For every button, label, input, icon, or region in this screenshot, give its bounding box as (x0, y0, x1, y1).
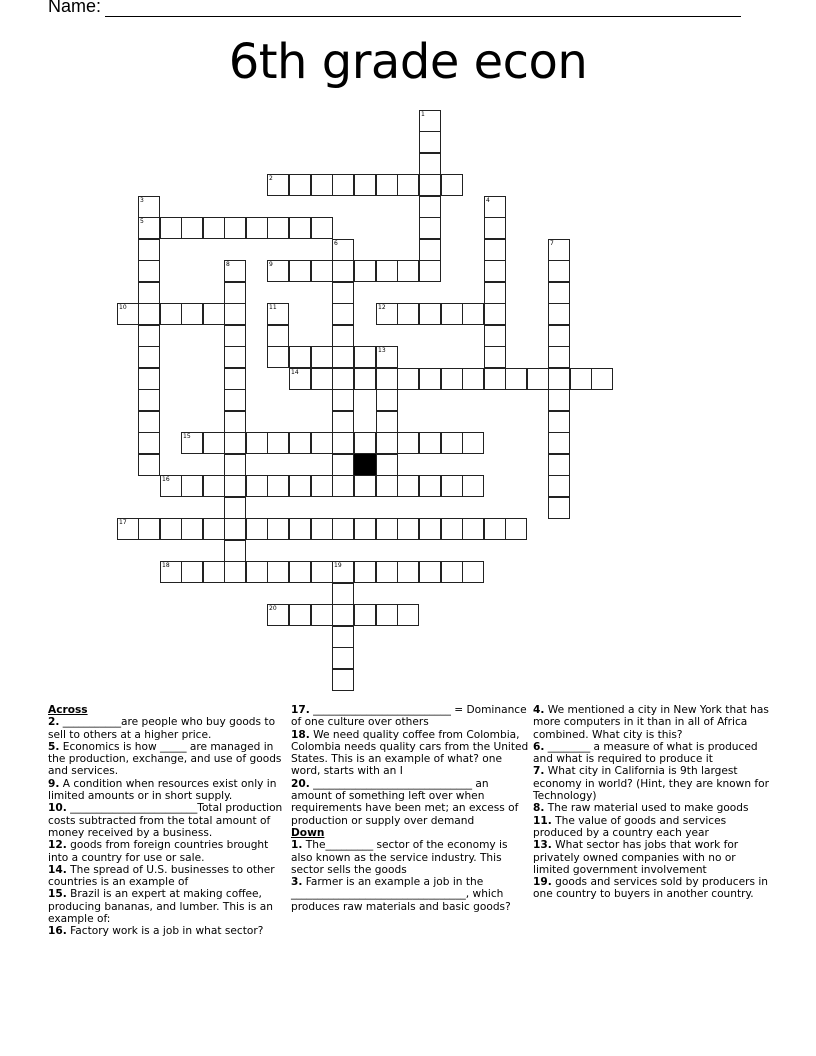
section-heading: Down (291, 826, 325, 839)
clue-item (48, 741, 284, 778)
grid-cell[interactable] (376, 389, 398, 411)
clue-text: What sector has jobs that work for privately owned companies with no or limited government involvement (533, 839, 739, 876)
clue-text: What city in California is 9th largest economy in world? (Hint, they are known for Technology) (533, 765, 769, 803)
grid-cell[interactable] (289, 432, 311, 454)
clue-item (533, 802, 771, 814)
grid-cell[interactable] (548, 475, 570, 497)
grid-cell[interactable] (462, 303, 484, 325)
clue-text: goods from foreign countries brought into a country for use or sale. (48, 839, 269, 864)
clue-item (48, 778, 284, 803)
grid-cell[interactable] (160, 518, 182, 540)
grid-cell[interactable] (311, 432, 333, 454)
clue-text: The value of goods and services produced by a country each year (533, 814, 727, 839)
grid-cell[interactable] (203, 475, 225, 497)
grid-cell[interactable] (548, 411, 570, 433)
grid-cell[interactable] (397, 475, 419, 497)
name-blank[interactable] (105, 0, 741, 17)
grid-cell[interactable] (376, 604, 398, 626)
clue-number: 12. (48, 839, 67, 852)
grid-cell[interactable] (332, 239, 354, 261)
grid-cell[interactable] (267, 260, 289, 282)
grid-cell[interactable] (267, 475, 289, 497)
grid-cell[interactable] (354, 368, 376, 390)
grid-cell[interactable] (462, 432, 484, 454)
grid-cell[interactable] (138, 325, 160, 347)
grid-cell[interactable] (181, 518, 203, 540)
grid-cell[interactable] (397, 604, 419, 626)
grid-cell[interactable] (397, 368, 419, 390)
grid-cell[interactable] (160, 561, 182, 583)
grid-cell[interactable] (224, 411, 246, 433)
grid-cell[interactable] (311, 174, 333, 196)
clue-number: 10 (119, 304, 127, 311)
grid-cell[interactable] (289, 604, 311, 626)
grid-cell[interactable] (160, 475, 182, 497)
grid-cell[interactable] (332, 174, 354, 196)
clue-number: 14 (291, 369, 299, 376)
clue-item (291, 778, 529, 827)
grid-cell[interactable] (419, 432, 441, 454)
grid-cell[interactable] (117, 303, 139, 325)
grid-cell[interactable] (462, 518, 484, 540)
clue-number: 6 (334, 240, 338, 247)
clue-number: 13 (378, 347, 386, 354)
grid-cell[interactable] (441, 475, 463, 497)
clue-text: Brazil is an expert at making coffee, producing bananas, and lumber. This is an example of: (48, 888, 273, 926)
clue-number: 4. (533, 704, 545, 716)
grid-cell[interactable] (289, 475, 311, 497)
grid-cell[interactable] (267, 325, 289, 347)
clue-number: 6. (533, 740, 545, 753)
clue-text: We need quality coffee from Colombia, Colombia needs quality cars from the United States. This is an example of what? one word, starts with an I (291, 728, 529, 778)
grid-cell[interactable] (332, 325, 354, 347)
grid-cell[interactable] (311, 260, 333, 282)
clues-column-3 (533, 704, 771, 901)
grid-cell[interactable] (462, 475, 484, 497)
grid-cell[interactable] (224, 217, 246, 239)
grid-cell[interactable] (332, 475, 354, 497)
clue-item (291, 729, 529, 778)
clue-number: 15 (183, 433, 191, 440)
grid-cell[interactable] (267, 432, 289, 454)
grid-cell[interactable] (181, 561, 203, 583)
grid-cell[interactable] (484, 346, 506, 368)
grid-cell[interactable] (484, 196, 506, 218)
grid-cell[interactable] (289, 368, 311, 390)
clue-item (533, 876, 771, 901)
grid-cell[interactable] (311, 217, 333, 239)
grid-cell[interactable] (138, 454, 160, 476)
grid-cell[interactable] (332, 561, 354, 583)
clue-number: 15. (48, 888, 67, 901)
clue-item (533, 839, 771, 876)
clue-number: 7 (550, 240, 554, 247)
grid-cell[interactable] (548, 325, 570, 347)
grid-cell[interactable] (397, 561, 419, 583)
grid-cell[interactable] (203, 303, 225, 325)
grid-cell[interactable] (311, 561, 333, 583)
grid-block (354, 454, 376, 476)
grid-cell[interactable] (289, 518, 311, 540)
grid-cell[interactable] (160, 303, 182, 325)
clue-number: 16 (162, 476, 170, 483)
clue-number: 13. (533, 839, 552, 852)
grid-cell[interactable] (246, 475, 268, 497)
grid-cell[interactable] (419, 239, 441, 261)
clue-item (291, 704, 529, 729)
grid-cell[interactable] (548, 389, 570, 411)
grid-cell[interactable] (376, 260, 398, 282)
clue-number: 12 (378, 304, 386, 311)
grid-cell[interactable] (505, 518, 527, 540)
page-title: 6th grade econ (228, 34, 588, 90)
grid-cell[interactable] (397, 260, 419, 282)
grid-cell[interactable] (354, 174, 376, 196)
clue-item (533, 741, 771, 766)
clue-number: 5 (140, 218, 144, 225)
grid-cell[interactable] (332, 368, 354, 390)
grid-cell[interactable] (354, 346, 376, 368)
grid-cell[interactable] (548, 432, 570, 454)
grid-cell[interactable] (224, 454, 246, 476)
grid-cell[interactable] (267, 346, 289, 368)
grid-cell[interactable] (354, 432, 376, 454)
grid-cell[interactable] (224, 260, 246, 282)
grid-cell[interactable] (376, 454, 398, 476)
clue-number: 2 (269, 175, 273, 182)
clue-number: 8. (533, 802, 545, 815)
grid-cell[interactable] (224, 303, 246, 325)
clue-item (533, 815, 771, 840)
grid-cell[interactable] (354, 475, 376, 497)
grid-cell[interactable] (376, 432, 398, 454)
grid-cell[interactable] (224, 389, 246, 411)
grid-cell[interactable] (548, 346, 570, 368)
grid-cell[interactable] (376, 303, 398, 325)
grid-cell[interactable] (397, 518, 419, 540)
clue-number: 18 (162, 562, 170, 569)
grid-cell[interactable] (332, 432, 354, 454)
grid-cell[interactable] (376, 368, 398, 390)
grid-cell[interactable] (441, 518, 463, 540)
grid-cell[interactable] (332, 669, 354, 691)
grid-cell[interactable] (267, 604, 289, 626)
grid-cell[interactable] (505, 368, 527, 390)
clue-text: Economics is how _____ are managed in the production, exchange, and use of goods and services. (48, 740, 282, 778)
grid-cell[interactable] (224, 325, 246, 347)
section-heading: Across (48, 704, 88, 716)
grid-cell[interactable] (419, 518, 441, 540)
grid-cell[interactable] (548, 282, 570, 304)
grid-cell[interactable] (441, 174, 463, 196)
grid-cell[interactable] (462, 368, 484, 390)
grid-cell[interactable] (419, 110, 441, 132)
name-line (48, 0, 741, 17)
grid-cell[interactable] (332, 454, 354, 476)
grid-cell[interactable] (181, 217, 203, 239)
grid-cell[interactable] (419, 196, 441, 218)
grid-cell[interactable] (267, 174, 289, 196)
grid-cell[interactable] (311, 368, 333, 390)
grid-cell[interactable] (203, 561, 225, 583)
grid-cell[interactable] (246, 217, 268, 239)
grid-cell[interactable] (138, 217, 160, 239)
grid-cell[interactable] (419, 561, 441, 583)
clue-item (291, 876, 529, 913)
grid-cell[interactable] (332, 518, 354, 540)
grid-cell[interactable] (289, 217, 311, 239)
grid-cell[interactable] (441, 303, 463, 325)
clue-text: ________ a measure of what is produced and what is required to produce it (533, 740, 758, 766)
grid-cell[interactable] (527, 368, 549, 390)
grid-cell[interactable] (224, 432, 246, 454)
grid-cell[interactable] (224, 497, 246, 519)
clue-text: __________________________ = Dominance of one culture over others (291, 704, 527, 729)
clue-text: ________________________Total production costs subtracted from the total amount of money received by a business. (48, 802, 283, 839)
grid-cell[interactable] (332, 389, 354, 411)
grid-cell[interactable] (397, 432, 419, 454)
grid-cell[interactable] (441, 432, 463, 454)
grid-cell[interactable] (160, 217, 182, 239)
grid-cell[interactable] (332, 626, 354, 648)
clue-number: 14. (48, 863, 67, 876)
grid-cell[interactable] (138, 411, 160, 433)
grid-cell[interactable] (484, 239, 506, 261)
clue-item (48, 925, 284, 937)
grid-cell[interactable] (376, 518, 398, 540)
clue-number: 11 (269, 304, 277, 311)
clue-number: 20 (269, 605, 277, 612)
clue-text: We mentioned a city in New York that has more computers in it than in all of Africa combined. What city is this? (533, 704, 769, 741)
grid-cell[interactable] (376, 561, 398, 583)
grid-cell[interactable] (224, 282, 246, 304)
grid-cell[interactable] (138, 389, 160, 411)
clue-item (48, 802, 284, 839)
clue-number: 18. (291, 728, 310, 741)
clue-number: 1. (291, 839, 303, 852)
grid-cell[interactable] (397, 174, 419, 196)
grid-cell[interactable] (311, 518, 333, 540)
grid-cell[interactable] (441, 561, 463, 583)
grid-cell[interactable] (224, 561, 246, 583)
grid-cell[interactable] (224, 368, 246, 390)
grid-cell[interactable] (267, 518, 289, 540)
grid-cell[interactable] (311, 604, 333, 626)
grid-cell[interactable] (246, 518, 268, 540)
clues-column-1 (48, 704, 284, 938)
clue-text: The_________ sector of the economy is also known as the service industry. This sector sells the goods (291, 839, 508, 876)
grid-cell[interactable] (332, 604, 354, 626)
grid-cell[interactable] (548, 368, 570, 390)
grid-cell[interactable] (138, 346, 160, 368)
grid-cell[interactable] (267, 303, 289, 325)
grid-cell[interactable] (332, 260, 354, 282)
grid-cell[interactable] (419, 174, 441, 196)
grid-cell[interactable] (289, 346, 311, 368)
clue-text: Farmer is an example a job in the _________________________________, which produces raw materials and basic goods? (291, 876, 511, 913)
clue-item (533, 765, 771, 802)
clue-number: 19. (533, 876, 552, 889)
clue-item (291, 839, 529, 876)
grid-cell[interactable] (376, 475, 398, 497)
clue-number: 1 (421, 111, 425, 118)
grid-cell[interactable] (138, 196, 160, 218)
clue-number: 9. (48, 777, 60, 790)
grid-cell[interactable] (138, 303, 160, 325)
grid-cell[interactable] (484, 260, 506, 282)
grid-cell[interactable] (181, 432, 203, 454)
grid-cell[interactable] (376, 174, 398, 196)
grid-cell[interactable] (354, 260, 376, 282)
grid-cell[interactable] (332, 411, 354, 433)
name-label: Name: (48, 0, 102, 16)
grid-cell[interactable] (484, 282, 506, 304)
clue-text: Factory work is a job in what sector? (66, 925, 264, 938)
grid-cell[interactable] (311, 475, 333, 497)
clue-number: 2. (48, 716, 60, 729)
grid-cell[interactable] (289, 174, 311, 196)
grid-cell[interactable] (419, 217, 441, 239)
grid-cell[interactable] (548, 497, 570, 519)
clue-number: 10. (48, 802, 67, 815)
grid-cell[interactable] (332, 282, 354, 304)
grid-cell[interactable] (354, 518, 376, 540)
clue-item (48, 864, 284, 889)
grid-cell[interactable] (138, 518, 160, 540)
grid-cell[interactable] (311, 346, 333, 368)
grid-cell[interactable] (419, 260, 441, 282)
grid-cell[interactable] (138, 432, 160, 454)
grid-cell[interactable] (419, 475, 441, 497)
clue-item (48, 888, 284, 925)
clue-number: 5. (48, 740, 60, 753)
clue-number: 9 (269, 261, 273, 268)
clue-number: 19 (334, 562, 342, 569)
grid-cell[interactable] (462, 561, 484, 583)
grid-cell[interactable] (548, 239, 570, 261)
grid-cell[interactable] (224, 540, 246, 562)
clue-number: 8 (226, 261, 230, 268)
clue-number: 17 (119, 519, 127, 526)
grid-cell[interactable] (419, 153, 441, 175)
grid-cell[interactable] (117, 518, 139, 540)
grid-cell[interactable] (267, 561, 289, 583)
clue-text: goods and services sold by producers in one country to buyers in another country. (533, 876, 768, 901)
grid-cell[interactable] (181, 475, 203, 497)
clue-text: A condition when resources exist only in limited amounts or in short supply. (48, 777, 277, 803)
clues-column-2 (291, 704, 529, 913)
grid-cell[interactable] (548, 260, 570, 282)
clue-number: 16. (48, 925, 67, 938)
grid-cell[interactable] (332, 583, 354, 605)
grid-cell[interactable] (484, 217, 506, 239)
grid-cell[interactable] (203, 518, 225, 540)
grid-cell[interactable] (354, 561, 376, 583)
grid-cell[interactable] (484, 303, 506, 325)
clue-number: 17. (291, 704, 310, 716)
grid-cell[interactable] (591, 368, 613, 390)
grid-cell[interactable] (138, 282, 160, 304)
grid-cell[interactable] (397, 303, 419, 325)
grid-cell[interactable] (354, 604, 376, 626)
grid-cell[interactable] (484, 368, 506, 390)
clue-number: 3. (291, 876, 303, 889)
grid-cell[interactable] (181, 303, 203, 325)
clue-number: 20. (291, 777, 310, 790)
grid-cell[interactable] (332, 346, 354, 368)
grid-cell[interactable] (289, 561, 311, 583)
grid-cell[interactable] (484, 518, 506, 540)
clue-text: The raw material used to make goods (544, 802, 749, 815)
clue-number: 7. (533, 765, 545, 778)
grid-cell[interactable] (419, 131, 441, 153)
grid-cell[interactable] (224, 346, 246, 368)
grid-cell[interactable] (246, 561, 268, 583)
grid-cell[interactable] (419, 303, 441, 325)
clue-item (48, 716, 284, 741)
grid-cell[interactable] (441, 368, 463, 390)
grid-cell[interactable] (548, 303, 570, 325)
grid-cell[interactable] (203, 217, 225, 239)
grid-cell[interactable] (203, 432, 225, 454)
grid-cell[interactable] (376, 411, 398, 433)
clue-number: 11. (533, 814, 552, 827)
grid-cell[interactable] (419, 368, 441, 390)
grid-cell[interactable] (548, 454, 570, 476)
grid-cell[interactable] (138, 260, 160, 282)
grid-cell[interactable] (570, 368, 592, 390)
grid-cell[interactable] (138, 239, 160, 261)
grid-cell[interactable] (224, 475, 246, 497)
clue-text: ______________________________ an amount of something left over when requirements have been met; an excess of production or supply over demand (291, 777, 519, 827)
clue-number: 4 (486, 197, 490, 204)
clue-number: 3 (140, 197, 144, 204)
clue-text: The spread of U.S. businesses to other countries is an example of (48, 863, 275, 889)
clue-text: ___________are people who buy goods to sell to others at a higher price. (48, 716, 276, 741)
grid-cell[interactable] (289, 260, 311, 282)
grid-cell[interactable] (484, 325, 506, 347)
grid-cell[interactable] (246, 432, 268, 454)
grid-cell[interactable] (138, 368, 160, 390)
grid-cell[interactable] (376, 346, 398, 368)
grid-cell[interactable] (267, 217, 289, 239)
grid-cell[interactable] (332, 303, 354, 325)
clue-item (48, 839, 284, 864)
grid-cell[interactable] (332, 647, 354, 669)
grid-cell[interactable] (224, 518, 246, 540)
clue-item (533, 704, 771, 741)
